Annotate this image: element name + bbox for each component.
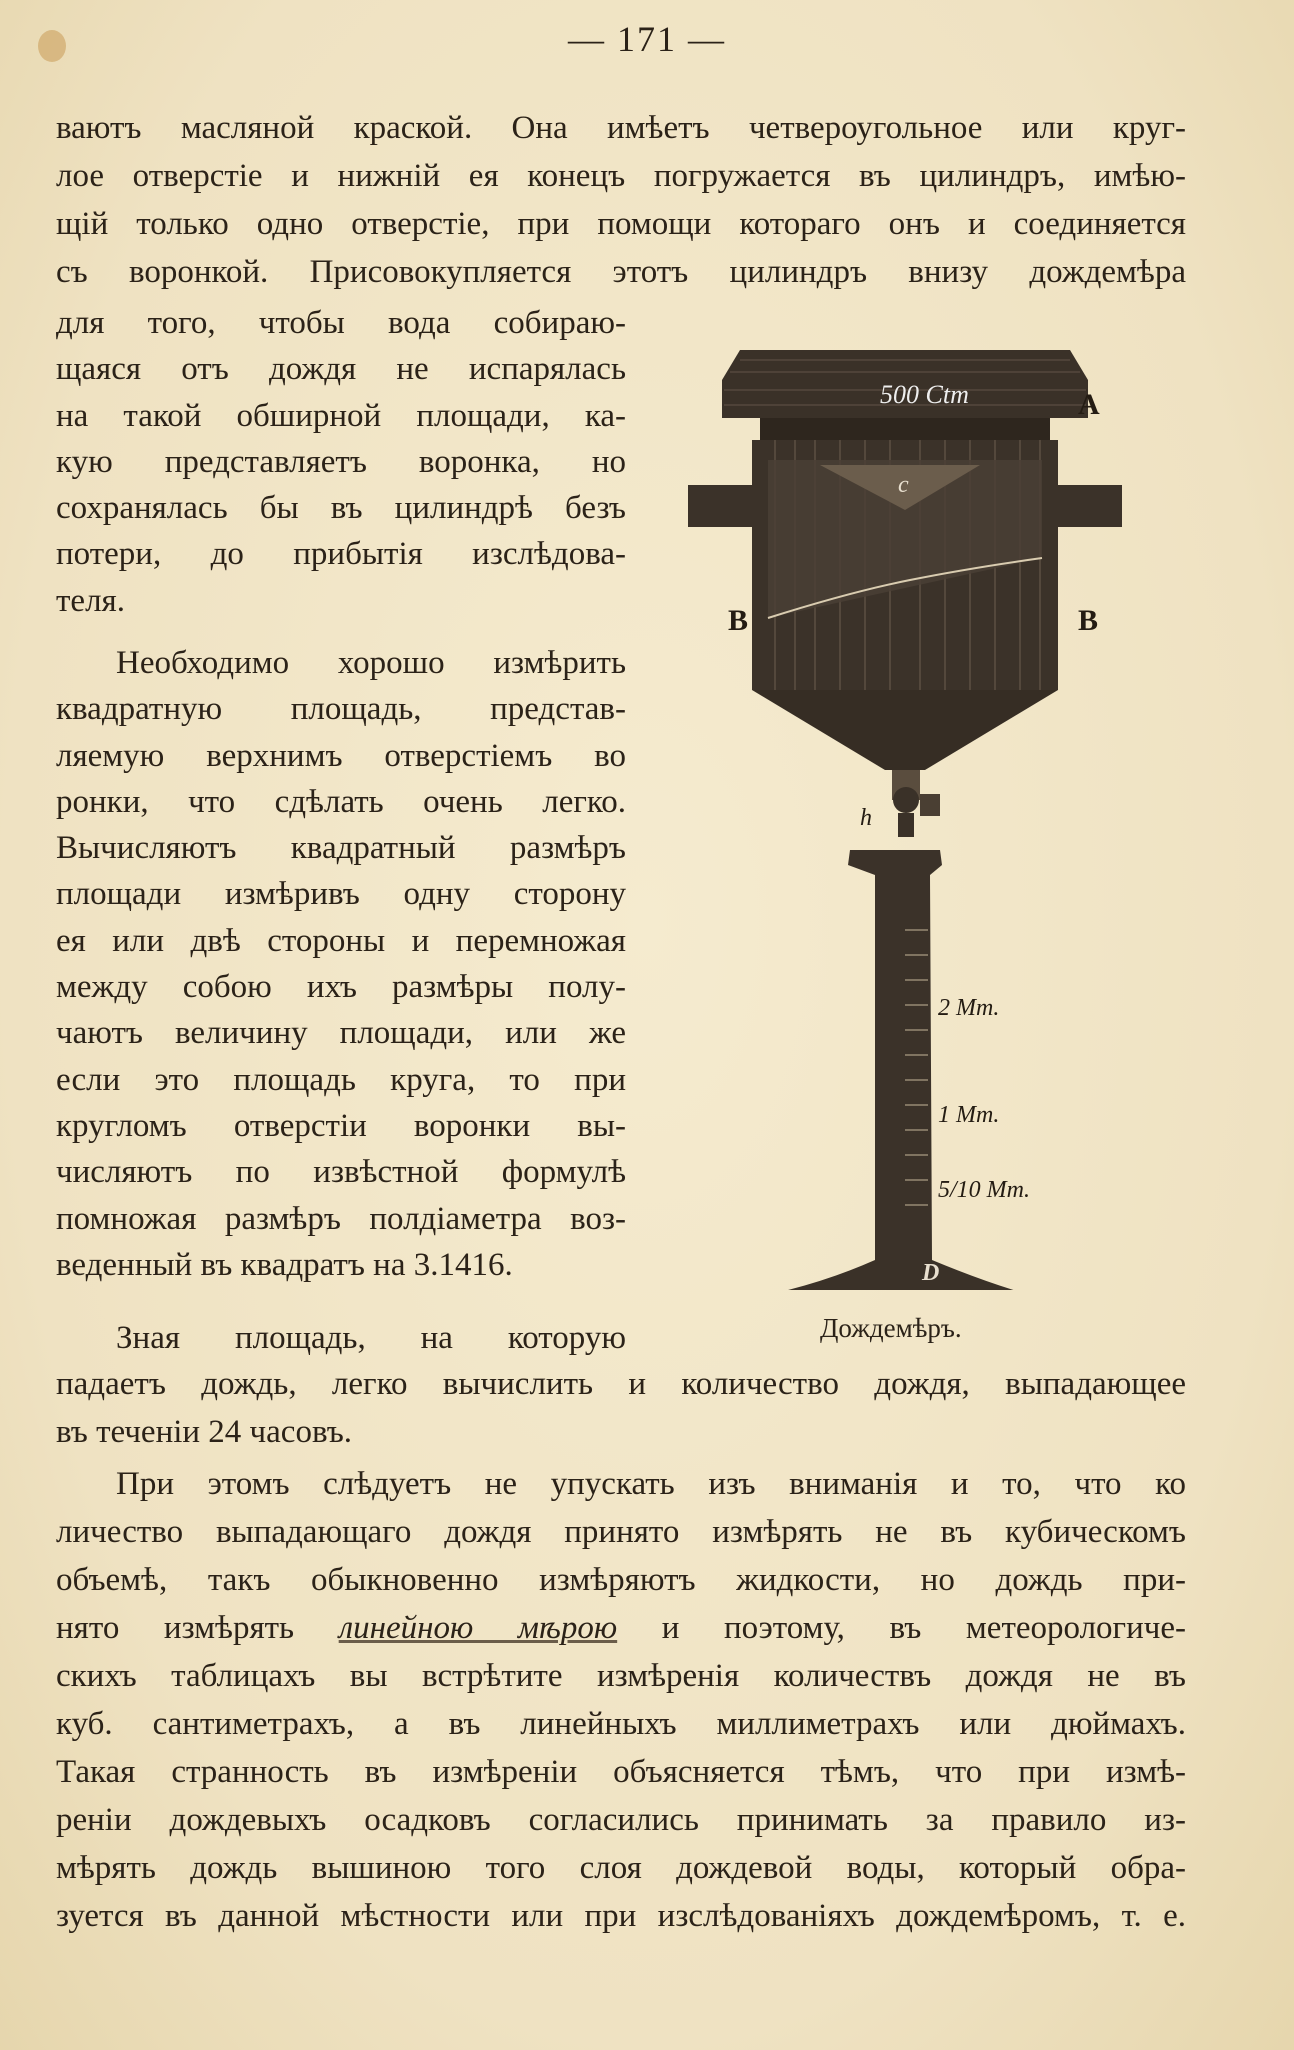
cylinder-base (780, 1260, 1020, 1290)
text-line: Такая странность въ измѣреніи объясняется тѣмъ, что при измѣ- (56, 1754, 1186, 1790)
text-line: веденный въ квадратъ на 3.1416. (56, 1246, 513, 1283)
column-paragraph-3 (56, 1315, 626, 1361)
text-line: куб. сантиметрахъ, а въ линейныхъ миллиметрахъ или дюймахъ. (56, 1706, 1186, 1742)
text-line: зуется въ данной мѣстности или при изслѣдованіяхъ дождемѣромъ, т. е. (56, 1898, 1186, 1934)
text-run: и поэтому, въ метеорологиче- (617, 1610, 1186, 1646)
gauge-cone (752, 690, 1058, 770)
text-line-mixed (56, 1604, 1186, 1652)
text-line: если это площадь круга, то при (56, 1061, 626, 1098)
text-line: реніи дождевыхъ осадковъ согласились принимать за правило из- (56, 1802, 1186, 1838)
volume-label: 500 Ctm (880, 380, 969, 409)
column-paragraph-1 (56, 300, 626, 624)
text-line: ваютъ масляной краской. Она имѣетъ четвероугольное или круг- (56, 110, 1186, 146)
text-line: ея или двѣ стороны и перемножая (56, 922, 626, 959)
text-line: мѣрять дождь вышиною того слоя дождевой воды, который обра- (56, 1850, 1186, 1886)
text-line: щій только одно отверстіе, при помощи котораго онъ и соединяется (56, 206, 1186, 242)
text-line: съ воронкой. Присовокупляется этотъ цилиндръ внизу дождемѣра (56, 254, 1186, 290)
text-line: числяютъ по извѣстной формулѣ (56, 1154, 626, 1191)
label-h: h (860, 805, 872, 831)
mark-half-mm: 5/10 Mm. (938, 1177, 1030, 1203)
text-line: ронки, что сдѣлать очень легко. (56, 783, 626, 820)
column-paragraph-2 (56, 640, 626, 1288)
paragraph-4 (56, 1460, 1186, 1940)
label-a: A (1078, 388, 1100, 421)
text-line: Вычисляютъ квадратный размѣръ (56, 830, 626, 867)
text-line: на такой обширной площади, ка- (56, 397, 626, 434)
text-line: въ теченіи 24 часовъ. (56, 1414, 353, 1450)
mark-2mm: 2 Mm. (938, 995, 1000, 1021)
emphasis-run: линейною мѣрою (338, 1610, 618, 1646)
text-line: кругломъ отверстіи воронки вы- (56, 1107, 626, 1144)
text-run: нято измѣрять (56, 1610, 339, 1646)
text-line: Необходимо хорошо измѣрить (116, 645, 626, 681)
text-line: теля. (56, 582, 125, 619)
right-flange (1058, 485, 1122, 527)
text-line: Зная площадь, на которую (116, 1320, 626, 1356)
text-line: квадратную площадь, представ- (56, 691, 626, 728)
label-b-right: B (1078, 604, 1099, 637)
text-line: для того, чтобы вода собираю- (56, 305, 626, 341)
text-line: площади измѣривъ одну сторону (56, 876, 626, 913)
page-number: — 171 — (568, 19, 726, 59)
text-line: ляемую верхнимъ отверстіемъ во (56, 737, 626, 774)
figure-caption: Дождемѣръ. (820, 1313, 962, 1343)
text-line: щаяся отъ дождя не испарялась (56, 351, 626, 388)
mark-1mm: 1 Mm. (938, 1102, 1000, 1128)
tap-valve (893, 787, 919, 813)
text-line: помножая размѣръ полдіаметра воз- (56, 1200, 626, 1237)
label-c: c (898, 472, 909, 498)
text-line: потери, до прибытія изслѣдова- (56, 536, 626, 573)
text-line: чаютъ величину площади, или же (56, 1015, 626, 1052)
paragraph-3 (56, 1360, 1186, 1456)
text-line: падаетъ дождь, легко вычислить и количество дождя, выпадающее (56, 1366, 1186, 1402)
text-line: лое отверстіе и нижній ея конецъ погружается въ цилиндръ, имѣю- (56, 158, 1186, 194)
text-line: При этомъ слѣдуетъ не упускать изъ вниманія и то, что ко (116, 1466, 1186, 1502)
label-d: D (922, 1260, 940, 1286)
text-line: объемѣ, такъ обыкновенно измѣряютъ жидкости, но дождь при- (56, 1562, 1186, 1598)
rain-gauge-figure (680, 330, 1140, 1290)
text-line: скихъ таблицахъ вы встрѣтите измѣренія количествъ дождя не въ (56, 1658, 1186, 1694)
intro-paragraph (56, 104, 1186, 296)
text-line: сохранялась бы въ цилиндрѣ безъ (56, 490, 626, 527)
gauge-collar (760, 418, 1050, 440)
text-line: кую представляетъ воронка, но (56, 443, 626, 480)
label-b-left: B (728, 604, 749, 637)
text-line: между собою ихъ размѣры полу- (56, 969, 626, 1006)
text-line: личество выпадающаго дождя принято измѣрять не въ кубическомъ (56, 1514, 1186, 1550)
left-flange (688, 485, 752, 527)
